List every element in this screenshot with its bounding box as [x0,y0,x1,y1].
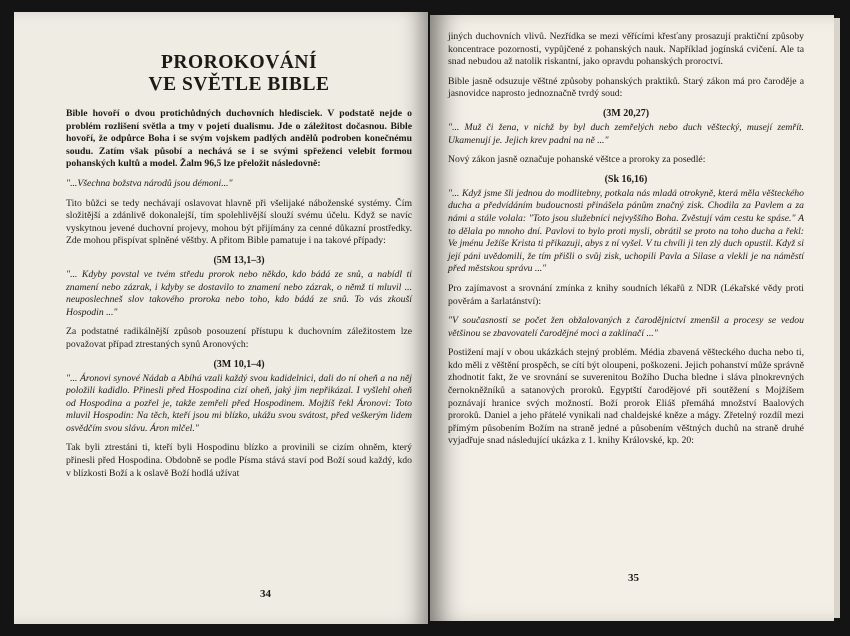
quote-ndr: "V současnosti se počet žen obžalovaných z čarodějnictví zmenšil a procesy se vedou většinou se zbavovatelí čarodějné moci a zaklínačí ..." [448,315,804,339]
page-number-right: 35 [628,572,639,584]
paragraph-4: Tak byli ztrestáni ti, kteří byli Hospodinu blízko a provinili se cizím ohněm, který přinesli před Hospodina. Obdobně se podle Písma stává staví pod Boží soud každý, kdo v blízkosti Boží a k oslavě Boží hodlá užívat [66,442,412,479]
quote-3m-10: "... Áronovi synové Nádab a Abíhú vzali každý svou kadidelnici, dali do ní oheň a na něj položili kadidlo. Přinesli před Hospodina cizí oheň, jaký jim nepřikázal. I vyšlehl oheň od Hospodina a pozřel je, takže zemřeli před Hospodinem. Mojžíš řekl Áronovi: Toto mluvil Hospodin: Na těch, kteří jsou mi blízko, ukážu svou svátost, před veškerým lidem osvědčím svou slávu. Áron mlčel." [66,372,412,434]
quote-5m: "... Kdyby povstal ve tvém středu prorok nebo někdo, kdo bádá ze snů, a nabídl ti znamení nebo zázrak, i kdyby se dostavilo to znamení nebo zázrak, o němž ti mluvil ... neuposlechneš slov takového proroka nebo toho, kdo bádá ze snů. To vás zkouší Hospodin ..." [66,268,412,318]
paragraph-3: Nový zákon jasně označuje pohanské věštce a proroky za posedlé: [448,154,706,166]
title-line-1: PROROKOVÁNÍ [160,52,318,73]
chapter-title [66,52,412,96]
quote-psalm: "...Všechna božstva národů jsou démoni..." [66,177,233,189]
page-number-left: 34 [260,588,271,600]
reference-5m: (5M 13,1–3) [213,254,265,266]
paragraph-3: Za podstatné radikálnější způsob posouzení přístupu k duchovním záležitostem lze považovat případ ztrestaných synů Aronových: [66,326,412,350]
paragraph-5: Postižení mají v obou ukázkách stejný problém. Média zbavená věšteckého ducha nebo ti, kdo měli z věštění prospěch, se cítí být oloupeni, poškozeni. Jejich pohanství může správně zhodnotit fakt, že ve srovnání se suverenitou Božího Ducha bledne i sláva plnokrevných černokněžníků a satanových proroků. Egyptští čarodějové při soutěžení s Mojžíšem poznávají hranice svých možností. Boží prorok Eliáš přemáhá množství Baalových proroků. Daniel a jeho přátelé vynikali nad chaldejské kněze a mágy. Zřetelný rozdíl mezi přímým působením Božím na straně jedné a působením věštných duchů na straně druhé vyjadřuje snad následující ukázka z 1. knihy Královské, kp. 20: [448,347,804,447]
paragraph-2: Bible jasně odsuzuje věštné způsoby pohanských praktiků. Starý zákon má pro čaroděje a jasnovidce naprosto jednoznačně tvrdý soud: [448,75,804,100]
page-edges [834,18,840,618]
reference-3m-10: (3M 10,1–4) [213,358,265,370]
paragraph-1: jiných duchovních vlivů. Nezřídka se mezi věřícími křesťany prosazují praktiční způsoby koncentrace pozornosti, vypůjčené z pohanských nauk. Například jogínská cvičení. Ale ta snad nebudou až natolik riskantní, jako opravdu pohanských proroctví. [448,31,804,68]
paragraph-2: Tito bůžci se tedy nechávají oslavovat hlavně při všelijaké náboženské systémy. Čím složitější a zdánlivě dokonalejší, tím spolehlivější slouží svému účelu. Když se navíc vyskytnou jevené duchovní projevy, mohou být přijímány za cenné důkazní prostředky. Zde mohou přispívat splněné věštby. A přitom Bible pamatuje i na takové případy: [66,197,412,247]
quote-3m-20: "... Muž či žena, v nichž by byl duch zemřelých nebo duch věštecký, musejí zemřít. Ukamenují je. Jejich krev padni na ně ..." [448,121,804,146]
reference-3m-20: (3M 20,27) [602,107,650,119]
left-page [14,12,428,624]
reference-sk: (Sk 16,16) [604,173,648,185]
right-page [430,15,834,621]
quote-sk: "... Když jsme šli jednou do modlitebny, potkala nás mladá otrokyně, která měla věšteckého ducha a předvídáním budoucnosti přinášela pánům značný zisk. Chodila za Pavlem a za námi a stále volala: "Toto jsou služebníci nejvyššího Boha. Zvěstují vám cestu ke spáse." A to dělala po mnoho dní. Pavlovi to bylo proti mysli, obrátil se proto na toho ducha a řekl: Ve jménu Ježíše Krista ti přikazuji, abys z ní vyšel. V tu chvíli ji ten zlý duch opustil. Když si její páni uvědomili, že tím přišli o svůj zisk, uchopili Pavla a Silase a vlekli je na náměstí před městskou správu ..." [448,187,804,275]
title-line-2: VE SVĚTLE BIBLE [148,74,330,95]
intro-paragraph: Bible hovoří o dvou protichůdných duchovních hledisciek. V podstatě nejde o problém rozlišení světla a tmy v pojetí dualismu. Jde o záležitost dočasnou. Bible hovoří, že odpůrce Boha i se svým vojskem padlých andělů podroben konečnému soudu. Zatím však působí a nechává se i se svými spřeženci velebit formou pohanských kultů a model. Žalm 96,5 lze přeložit následovně: [66,108,412,170]
paragraph-4: Pro zajímavost a srovnání zmínka z knihy soudních lékařů z NDR (Lékařské vědy proti pověrám a šarlatánství): [448,282,804,307]
